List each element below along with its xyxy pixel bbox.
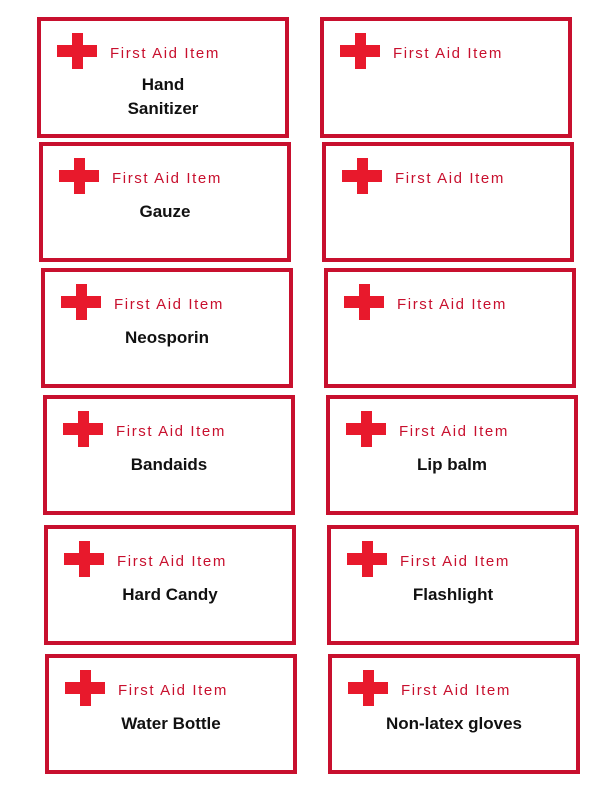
- item-name: Neosporin: [124, 328, 210, 347]
- label-card-non-latex-gloves: [328, 654, 580, 774]
- item-name: Water Bottle: [121, 714, 221, 733]
- red-cross-icon: [65, 670, 105, 706]
- item-name: Hand Sanitizer: [127, 75, 199, 118]
- red-cross-icon: [344, 284, 384, 320]
- label-header: First Aid Item: [395, 170, 505, 187]
- red-cross-icon: [59, 158, 99, 194]
- red-cross-icon: [346, 411, 386, 447]
- item-name: Non-latex gloves: [385, 714, 523, 733]
- item-name: Hard Candy: [122, 585, 218, 604]
- label-card-bandaids: [43, 395, 295, 515]
- label-card-blank-1: [320, 17, 572, 138]
- label-card-gauze: [39, 142, 291, 262]
- label-header: First Aid Item: [399, 423, 509, 440]
- label-header: First Aid Item: [112, 170, 222, 187]
- red-cross-icon: [342, 158, 382, 194]
- red-cross-icon: [348, 670, 388, 706]
- label-header: First Aid Item: [400, 553, 510, 570]
- label-card-neosporin: [41, 268, 293, 388]
- red-cross-icon: [61, 284, 101, 320]
- label-header: First Aid Item: [116, 423, 226, 440]
- label-header: First Aid Item: [110, 45, 220, 62]
- label-card-blank-3: [324, 268, 576, 388]
- label-card-hand-sanitizer: [37, 17, 289, 138]
- label-card-hard-candy: [44, 525, 296, 645]
- label-header: First Aid Item: [117, 553, 227, 570]
- label-card-flashlight: [327, 525, 579, 645]
- red-cross-icon: [63, 411, 103, 447]
- item-name: Flashlight: [412, 585, 494, 604]
- red-cross-icon: [347, 541, 387, 577]
- label-card-blank-2: [322, 142, 574, 262]
- red-cross-icon: [340, 33, 380, 69]
- label-header: First Aid Item: [393, 45, 503, 62]
- red-cross-icon: [57, 33, 97, 69]
- item-name: Lip balm: [417, 455, 487, 474]
- label-header: First Aid Item: [397, 296, 507, 313]
- label-header: First Aid Item: [114, 296, 224, 313]
- item-name: Gauze: [139, 202, 191, 221]
- label-header: First Aid Item: [401, 682, 511, 699]
- label-card-lip-balm: [326, 395, 578, 515]
- red-cross-icon: [64, 541, 104, 577]
- item-name: Bandaids: [130, 455, 208, 474]
- label-card-water-bottle: [45, 654, 297, 774]
- label-header: First Aid Item: [118, 682, 228, 699]
